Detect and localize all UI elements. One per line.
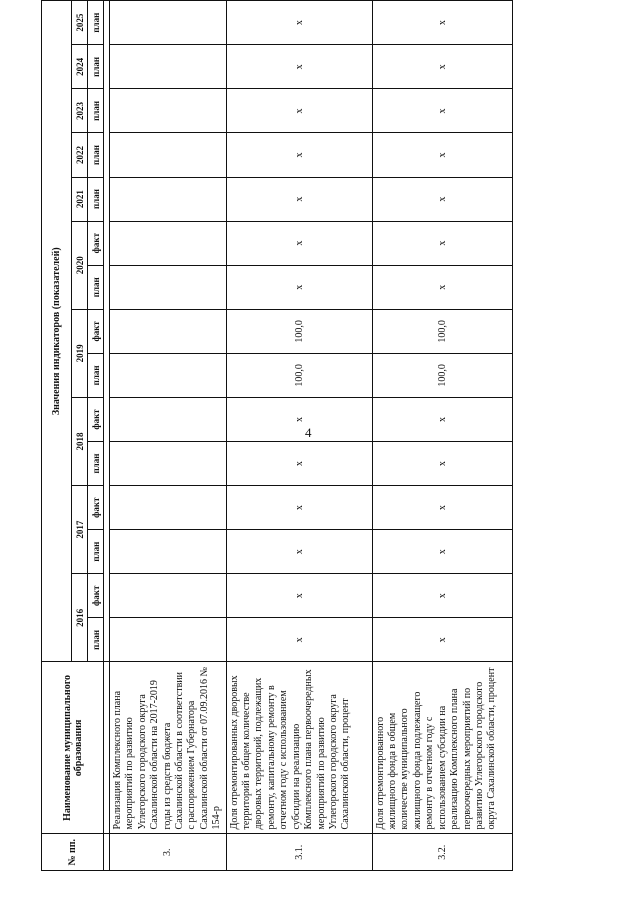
fact-label: факт (88, 309, 104, 353)
value-cell: x (226, 133, 372, 177)
row-number: 3. (110, 834, 227, 871)
plan-label: план (88, 442, 104, 486)
year-2021: 2021 (72, 177, 88, 221)
fact-label: факт (88, 486, 104, 530)
plan-label: план (88, 133, 104, 177)
value-cell: x (226, 89, 372, 133)
value-cell: x (226, 45, 372, 89)
value-cell (110, 177, 227, 221)
year-2019: 2019 (72, 309, 88, 397)
value-cell: x (372, 221, 512, 265)
value-cell: x (372, 1, 512, 45)
value-cell (110, 397, 227, 441)
year-2016: 2016 (72, 574, 88, 662)
row-number: 3.1. (226, 834, 372, 871)
value-cell: x (226, 177, 372, 221)
plan-label: план (88, 353, 104, 397)
row-number: 3.2. (372, 834, 512, 871)
row-name: Реализация Комплексного плана мероприятий по развитию Углегорского городского округа Сахалинской области на 2017-2019 годы из средств бюджета Сахалинской области в соответствии с распоряжением Губернатора Сахалинской области от 07.09.2016 № 154-р (110, 662, 227, 834)
table-row (372, 1, 512, 871)
value-cell (110, 442, 227, 486)
year-2020: 2020 (72, 221, 88, 309)
plan-label: план (88, 89, 104, 133)
value-cell: x (372, 530, 512, 574)
year-2023: 2023 (72, 89, 88, 133)
col-name-header: Наименование муниципального образования (42, 662, 104, 834)
table-row (110, 1, 227, 871)
value-cell: x (226, 265, 372, 309)
year-2024: 2024 (72, 45, 88, 89)
value-cell (110, 353, 227, 397)
indicators-table (41, 0, 513, 871)
year-2017: 2017 (72, 486, 88, 574)
year-2022: 2022 (72, 133, 88, 177)
value-cell: x (372, 574, 512, 618)
value-cell: x (226, 574, 372, 618)
value-cell: x (372, 45, 512, 89)
value-cell: x (372, 486, 512, 530)
fact-label: факт (88, 574, 104, 618)
plan-label: план (88, 530, 104, 574)
plan-label: план (88, 1, 104, 45)
value-cell (110, 45, 227, 89)
value-cell: x (226, 1, 372, 45)
fact-label: факт (88, 221, 104, 265)
value-cell (110, 221, 227, 265)
year-2025: 2025 (72, 1, 88, 45)
value-cell: x (372, 177, 512, 221)
page-number: 4 (305, 425, 312, 440)
value-cell (110, 486, 227, 530)
fact-label: факт (88, 397, 104, 441)
value-cell: x (226, 618, 372, 662)
value-cell: x (226, 397, 372, 441)
row-name: Доля отремонтированного жилищного фонда в общем количестве муниципального жилищного фонда подлежащего ремонту в отчетном году с использованием субсидии на реализацию Комплексного плана первоочередных мероприятий по развитию Углегорского городского округа Сахалинской области, процент (372, 662, 512, 834)
value-cell (110, 618, 227, 662)
value-cell (110, 574, 227, 618)
value-cell: 100,0 (226, 353, 372, 397)
col-num-header: № пп. (42, 834, 104, 871)
indicators-header: Значения индикаторов (показателей) (42, 1, 72, 662)
value-cell: 100,0 (372, 309, 512, 353)
row-name: Доля отремонтированных дворовых территорий в общем количестве дворовых территорий, подлежащих ремонту, капитальному ремонту в отчетном году с использованием субсидии на реализацию Комплексного плана первоочередных мероприятий по развитию Углегорского городского округа Сахалинской области, процент (226, 662, 372, 834)
table-row (226, 1, 372, 871)
value-cell: x (226, 442, 372, 486)
value-cell (110, 133, 227, 177)
indicators-table-wrap (41, 0, 510, 871)
value-cell: x (372, 618, 512, 662)
value-cell: x (372, 397, 512, 441)
value-cell: x (372, 89, 512, 133)
plan-label: план (88, 618, 104, 662)
year-2018: 2018 (72, 397, 88, 485)
plan-label: план (88, 45, 104, 89)
value-cell (110, 89, 227, 133)
plan-label: план (88, 265, 104, 309)
value-cell: x (226, 530, 372, 574)
value-cell: x (226, 221, 372, 265)
plan-label: план (88, 177, 104, 221)
value-cell: x (226, 486, 372, 530)
value-cell: x (372, 265, 512, 309)
value-cell (110, 309, 227, 353)
value-cell: 100,0 (372, 353, 512, 397)
value-cell: x (372, 442, 512, 486)
value-cell: x (372, 133, 512, 177)
value-cell (110, 1, 227, 45)
value-cell: 100,0 (226, 309, 372, 353)
value-cell (110, 530, 227, 574)
value-cell (110, 265, 227, 309)
